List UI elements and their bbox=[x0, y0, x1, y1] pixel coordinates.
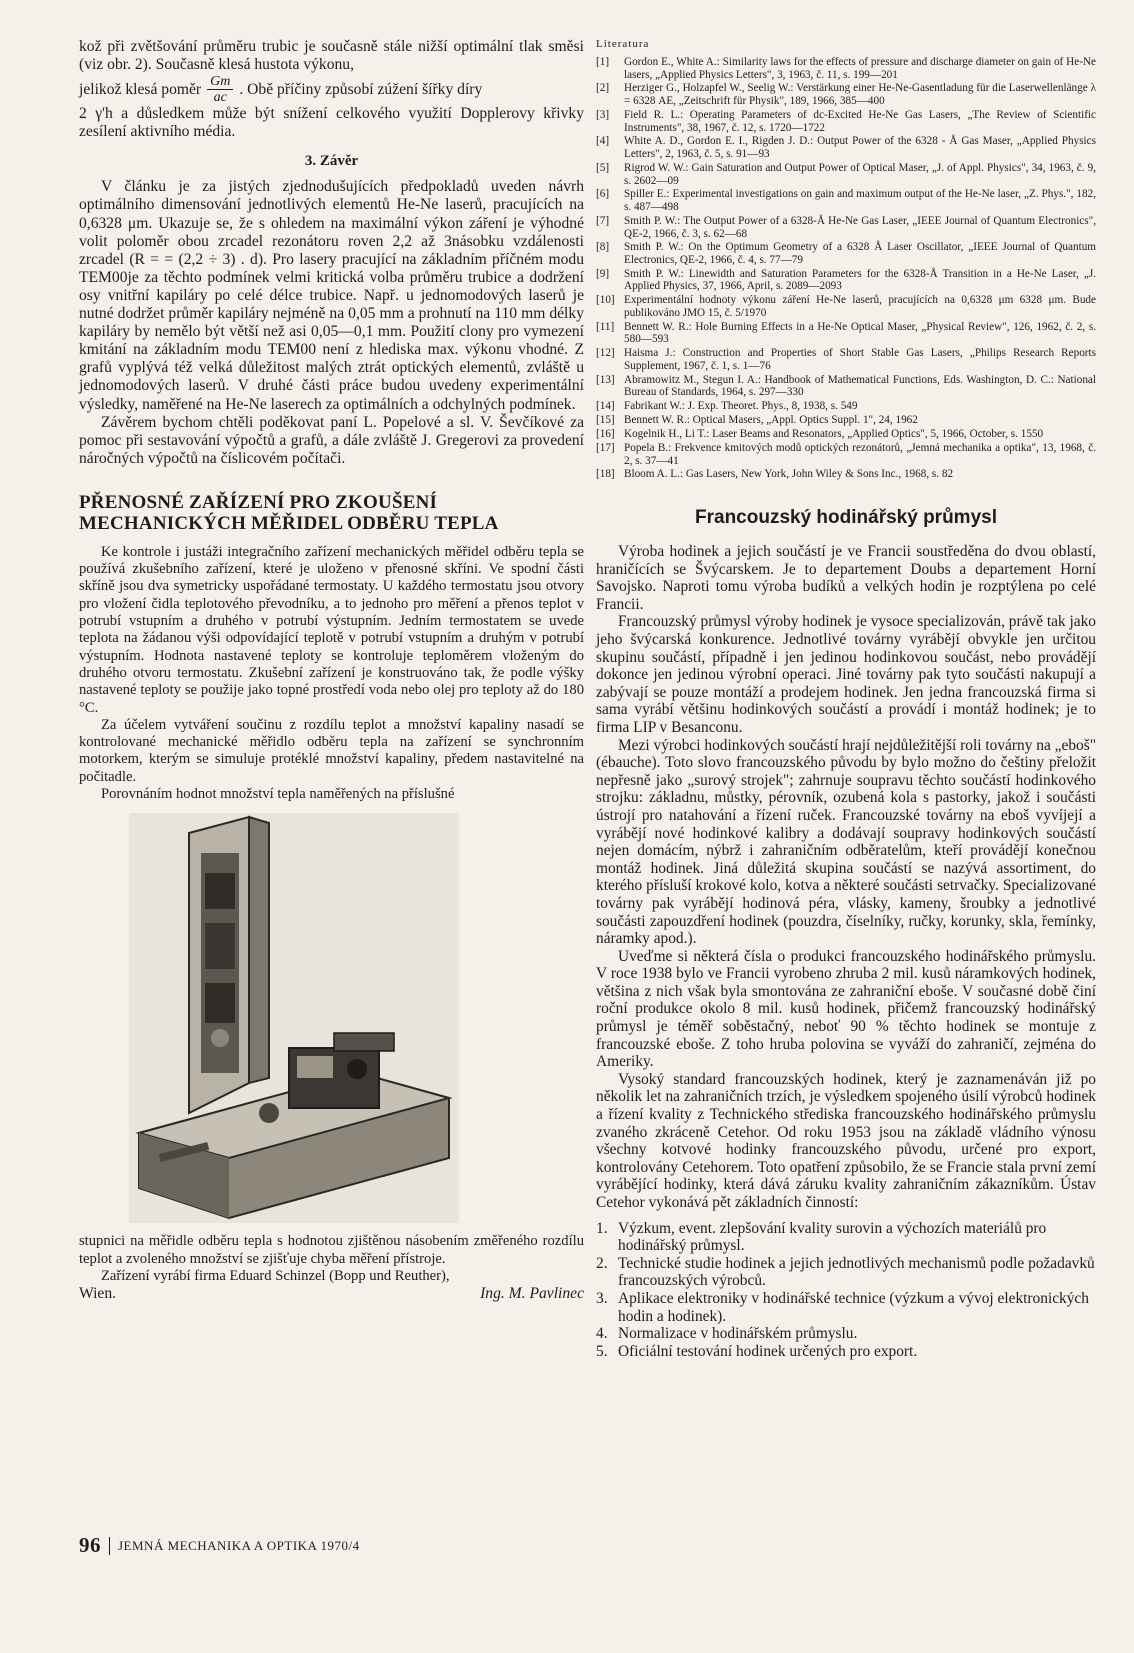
reference-number: [7] bbox=[596, 214, 610, 227]
body-paragraph: Uveďme si některá čísla o produkci francouzského hodinářského průmyslu. V roce 1938 bylo ve Francii vyrobeno zhruba 2 mil. kusů náramkových hodinek, většina z nich však byla smontována ze zahraniční eboše. V současné době činí roční produkce okolo 8 mil. kusů hodinek, přičemž francouzský hodinářský průmysl je téměř soběstačný, neboť 90 % těchto hodinek se montuje z francouzské eboše. Z toho hruba polovina se vyváží do zahraničí, zejména do Ameriky. bbox=[596, 947, 1096, 1071]
reference-text: Smith P. W.: On the Optimum Geometry of a 6328 Å Laser Oscillator, „IEEE Journal of Quantum Electronics, QE-2, 1966, č. 4, s. 77—79 bbox=[624, 241, 1096, 266]
reference-text: Bennett W. R.: Optical Masers, „Appl. Optics Suppl. 1", 24, 1962 bbox=[624, 414, 918, 427]
reference-item bbox=[596, 294, 1096, 319]
reference-number: [5] bbox=[596, 161, 610, 174]
article-paragraph: Za účelem vytváření součinu z rozdílu teplot a množství kapaliny nasadí se kontrolované mechanické měřidlo odběru tepla na zařízení se synchronním motorkem, kterým se simuluje protéklé množství kapaliny, předem nastavitelné na počitadle. bbox=[79, 716, 584, 785]
reference-item bbox=[596, 468, 1096, 481]
reference-number: [6] bbox=[596, 188, 610, 201]
reference-number: [10] bbox=[596, 294, 615, 307]
reference-text: Experimentální hodnoty výkonu záření He-Ne laserů, pracujících na 0,6328 μm 6328 μm. Bude publikováno JMO 15, č. 5/1970 bbox=[624, 294, 1096, 319]
reference-text: Bloom A. L.: Gas Lasers, New York, John Wiley & Sons Inc., 1968, s. 82 bbox=[624, 468, 954, 481]
fraction-trail-text: . Obě příčiny způsobí zúžení šířky díry bbox=[239, 80, 483, 98]
reference-item bbox=[596, 82, 1096, 107]
article-title-line-1: PŘENOSNÉ ZAŘÍZENÍ PRO ZKOUŠENÍ bbox=[79, 491, 438, 513]
reference-item bbox=[596, 56, 1096, 81]
reference-text: Fabrikant W.: J. Exp. Theoret. Phys., 8, 1938, s. 549 bbox=[624, 400, 858, 413]
author-name: Ing. M. Pavlinec bbox=[480, 1285, 584, 1303]
reference-text: Rigrod W. W.: Gain Saturation and Output Power of Optical Maser, „J. of Appl. Physics", 34, 1963, č. 9, s. 2602—09 bbox=[624, 161, 1096, 187]
acknowledgement-paragraph: Závěrem bychom chtěli poděkovat paní L. Popelové a sl. V. Ševčíkové za pomoc při sestavování výpočtů a grafů, a dále zvláště J. Gregerovi za provedení náročných výpočtů na číslicovém počítači. bbox=[79, 413, 584, 467]
reference-number: [17] bbox=[596, 441, 615, 454]
activity-number: 3. bbox=[596, 1289, 608, 1307]
reference-number: [4] bbox=[596, 135, 610, 148]
testing-device-image bbox=[129, 813, 459, 1223]
section-heading: 3. Závěr bbox=[304, 153, 359, 170]
reference-number: [8] bbox=[596, 241, 610, 254]
footer-divider bbox=[109, 1537, 110, 1555]
article-title bbox=[79, 492, 584, 534]
reference-text: Kogelnik H., Li T.: Laser Beams and Resonators, „Applied Optics", 5, 1966, October, s. 1550 bbox=[624, 428, 1044, 441]
fraction-denominator: ac bbox=[213, 90, 227, 106]
reference-text: Popela B.: Frekvence kmitových modů optických rezonátorů, „Jemná mechanika a optika", 13, 1968, č. 2, s. 37—41 bbox=[624, 441, 1096, 467]
activity-text: Aplikace elektroniky v hodinářské technice (výzkum a vývoj elektronických hodin a hodinek). bbox=[618, 1289, 1089, 1325]
activity-text: Technické studie hodinek a jejich jednotlivých mechanismů podle požadavků francouzských výrobců. bbox=[618, 1254, 1095, 1290]
city-text: Wien. bbox=[79, 1285, 117, 1303]
reference-text: White A. D., Gordon E. I., Rigden J. D.: Output Power of the 6328 - Å Gas Maser, „Applied Physics Letters", 2, 1963, č. 5, s. 91—93 bbox=[624, 135, 1096, 161]
reference-number: [13] bbox=[596, 373, 615, 386]
intro-paragraph: kož při zvětšování průměru trubic je současně stále nižší optimální tlak směsi (viz obr. 2). Současně klesá hustota výkonu, bbox=[79, 38, 584, 74]
reference-text: Smith P. W.: Linewidth and Saturation Parameters for the 6328-Å Transition in a He-Ne Laser, „J. Applied Physics, 37, 1966, April, s. 2089—2093 bbox=[624, 267, 1096, 293]
activity-number: 2. bbox=[596, 1254, 608, 1272]
reference-item bbox=[596, 268, 1096, 293]
activity-item bbox=[596, 1325, 1096, 1343]
page-footer bbox=[79, 1533, 360, 1558]
reference-text: Gordon E., White A.: Similarity laws for the effects of pressure and discharge diameter on gain of He-Ne lasers, „Applied Physics Letters", 3, 1963, č. 11, s. 199—201 bbox=[624, 56, 1096, 81]
article-body-right bbox=[596, 543, 1096, 1212]
fraction-line bbox=[79, 74, 584, 105]
reference-text: Abramowitz M., Stegun I. A.: Handbook of Mathematical Functions, Eds. Washington, D. C.: National Bureau of Standards, 1964, s. 297—330 bbox=[624, 373, 1096, 399]
activity-text: Normalizace v hodinářském průmyslu. bbox=[618, 1325, 858, 1343]
references-list bbox=[596, 56, 1096, 481]
left-column bbox=[79, 38, 584, 1303]
activity-item bbox=[596, 1343, 1096, 1361]
reference-item bbox=[596, 428, 1096, 441]
reference-text: Herziger G., Holzapfel W., Seelig W.: Verstärkung einer He-Ne-Gasentladung für die Laserwellenlänge λ = 6328 AE, „Zeitschrift für Physik", 189, 1966, 385—400 bbox=[624, 82, 1096, 108]
reference-number: [2] bbox=[596, 82, 610, 95]
journal-name: JEMNÁ MECHANIKA A OPTIKA 1970/4 bbox=[118, 1537, 360, 1553]
activity-item bbox=[596, 1220, 1096, 1255]
article-title-right: Francouzský hodinářský průmysl bbox=[695, 507, 997, 529]
reference-item bbox=[596, 135, 1096, 160]
activity-number: 5. bbox=[596, 1342, 608, 1360]
reference-text: Smith P. W.: The Output Power of a 6328-Å He-Ne Gas Laser, „IEEE Journal of Quantum Electronics", QE-2, 1966, č. 3, s. 62—68 bbox=[624, 214, 1096, 240]
reference-number: [9] bbox=[596, 267, 610, 280]
reference-item bbox=[596, 162, 1096, 187]
reference-item bbox=[596, 414, 1096, 427]
reference-number: [16] bbox=[596, 428, 615, 441]
reference-item bbox=[596, 347, 1096, 372]
reference-text: Field R. L.: Operating Parameters of dc-Excited He-Ne Gas Lasers, „The Review of Scientific Instruments", 38, 1967, č. 12, s. 1720—1722 bbox=[624, 108, 1096, 134]
reference-item bbox=[596, 188, 1096, 213]
references-title: Literatura bbox=[596, 38, 650, 50]
reference-number: [3] bbox=[596, 108, 610, 121]
conclusion-paragraph: V článku je za jistých zjednodušujících předpokladů uveden návrh optimálního dimensování jednotlivých elementů He-Ne laserů, pracujících na 0,6328 μm. Ukazuje se, že s ohledem na maximální výkon záření je výhodné volit poloměr obou zrcadel rezonátoru roven 2,2 až 3násobku vzdálenosti zrcadel (R = = (2,2 ÷ 3) . d). Pro lasery pracující na základním příčném modu TEM00je za těchto podmínek velmi kritická volba průměru trubice a dodržení osy vnitřní kapiláry po celé délce trubice. Např. u jednomodových laserů je nutné dodržet průměr kapiláry nejméně na 0,05 mm a prohnutí na 110 mm délky kapiláry by nemělo být větší než asi 0,05—0,1 mm. Použití clony pro vymezení kmitání na základním modu TEM00 není z hlediska max. výkonu vhodné. Z grafů vyplývá též velká důležitost malých ztrát optických elementů, zvláště u jednomodových laserů. V druhé části práce budou uvedeny experimentální výsledky, naměřené na He-Ne laserech za optimálních a odchylných podmínek. bbox=[79, 178, 584, 413]
activity-number: 1. bbox=[596, 1219, 608, 1237]
fraction-numerator: Gm bbox=[207, 74, 233, 90]
reference-number: [14] bbox=[596, 400, 615, 413]
reference-item bbox=[596, 442, 1096, 467]
reference-number: [11] bbox=[596, 320, 615, 333]
reference-item bbox=[596, 400, 1096, 413]
activity-item bbox=[596, 1255, 1096, 1290]
reference-number: [18] bbox=[596, 468, 615, 481]
right-column bbox=[596, 38, 1096, 1360]
reference-text: Bennett W. R.: Hole Burning Effects in a He-Ne Optical Maser, „Physical Review", 126, 1962, č. 2, s. 580—593 bbox=[624, 320, 1096, 346]
activities-list bbox=[596, 1220, 1096, 1361]
reference-number: [1] bbox=[596, 56, 610, 68]
page-number: 96 bbox=[79, 1533, 101, 1557]
article-paragraph: stupnici na měřidle odběru tepla s hodnotou zjištěnou násobením změřeného rozdílu teplot a zvoleného množství se zjišťuje chyba měření přístroje. bbox=[79, 1233, 584, 1267]
reference-item bbox=[596, 109, 1096, 134]
activity-item bbox=[596, 1290, 1096, 1325]
article-paragraph: Ke kontrole i justáži integračního zařízení mechanických měřidel odběru tepla se používá zkušebního zařízení, které je uloženo v přenosné skříni. Ve spodní části skříně jsou dva symetricky uspořádané termostaty. U každého termostatu jsou otvory pro vložení čidla teplotového převodníku, a to jednoho pro měření a přenos teplot v potrubí vstupním a druhého v potrubí výstupním. Jedním termostatem se uvede teplota na žádanou výši odpovídající teplotě v potrubí vstupním a druhým v potrubí výstupním. Hodnota nastavené teploty se kontroluje teploměrem vloženým do druhého otvoru termostatu. Zkušební zařízení je konstruováno tak, že podle výšky nastavené teploty se použije jako topné prostředí voda nebo olej pro teploty až do 180 °C. bbox=[79, 543, 584, 716]
activity-text: Výzkum, event. zlepšování kvality surovin a výchozích materiálů pro hodinářský průmysl. bbox=[618, 1219, 1047, 1255]
activity-text: Oficiální testování hodinek určených pro export. bbox=[618, 1342, 918, 1360]
body-paragraph: Francouzský průmysl výroby hodinek je vysoce specializován, právě tak jako jeho švýcarská konkurence. Jednotlivé továrny vyrábějí obvykle jen určitou skupinu součástí, případně i jen jedinou hodinkovou součást, nebo provádějí dokonce jen jedinou výrobní operaci. Jiné továrny pak tyto součásti nakupují a zabývají se pouze montáží a prodejem hodinek. Jen jedna francouzská firma si sama vyrábí většinu hodinkových součástí a provádí i montáž hodinek; je to firma LIP v Besanconu. bbox=[596, 613, 1096, 736]
body-paragraph: Vysoký standard francouzských hodinek, který je zaznamenáván již po několik let na zahraničních trzích, je výsledkem spojeného úsilí výrobců hodinek a řízení kvality z Technického střediska francouzského hodinářského průmyslu zvaného zkráceně Cetehor. Od roku 1953 jsou na základě vládního výnosu všechny kotvové hodinky francouzského původu, určené pro export, kontrolovány Cetehorem. Toto opatření způsobilo, že se Francie stala první zemí vyrábějící hodinky, která dává záruku kvality zahraničním zákazníkům. Ústav Cetehor vykonává pět základních činností: bbox=[596, 1070, 1096, 1212]
reference-item bbox=[596, 215, 1096, 240]
intro-paragraph-2: 2 γ'h a důsledkem může být snížení celkového využití Dopplerovy křivky zesílení aktivního média. bbox=[79, 105, 584, 141]
article-title-line-2: MECHANICKÝCH MĚŘIDEL ODBĚRU TEPLA bbox=[79, 512, 499, 534]
reference-item bbox=[596, 241, 1096, 266]
reference-item bbox=[596, 374, 1096, 399]
article-paragraph: Porovnáním hodnot množství tepla naměřených na příslušné bbox=[101, 786, 455, 803]
activity-number: 4. bbox=[596, 1325, 608, 1343]
reference-text: Haisma J.: Construction and Properties of Short Stable Gas Lasers, „Philips Research Reports Supplement, 1967, č. 1, s. 1—76 bbox=[624, 347, 1096, 372]
article-paragraph: Zařízení vyrábí firma Eduard Schinzel (Bopp und Reuther), bbox=[101, 1267, 450, 1284]
device-photo bbox=[129, 813, 459, 1223]
reference-text: Spiller E.: Experimental investigations on gain and maximum output of the He-Ne laser, „Z. Phys.", 182, s. 487—498 bbox=[624, 188, 1096, 214]
signature-row bbox=[79, 1285, 584, 1303]
reference-number: [12] bbox=[596, 347, 615, 360]
ratio-fraction bbox=[207, 74, 233, 105]
reference-item bbox=[596, 321, 1096, 346]
body-paragraph: Výroba hodinek a jejich součástí je ve Francii soustředěna do dvou oblastí, hraničících se Švýcarskem. Je to departement Doubs a departement Horní Savojsko. Naproti tomu výroba budíků a velkých hodin je rozptýlena po celé Francii. bbox=[596, 543, 1096, 613]
body-paragraph: Mezi výrobci hodinkových součástí hrají nejdůležitější roli továrny na „eboš" (ébauche). Toto slovo francouzského původu by bylo možno do češtiny přeložit nepřesně jako „surový strojek"; zahrnuje soupravu těchto součástí hodinkového strojku: základnu, můstky, pérovník, ozubená kola s pastorky, jakož i součásti ústrojí pro natahování a řízení ruček. Francouzské továrny na eboš vyvíjejí a vyrábějí nové hodinkové kalibry a dodávají soupravy hodinkových součástí nejen domácím, nýbrž i zahraničním odběratelům, kteří provádějí konečnou montáž hodinek. Jiná důležitá skupina součástí se nazývá assortiment, do kterého přísluší krokové kolo, kotva a některé součásti setrvačky. Specializované továrny pak vyrábějí hodinová péra, vlásky, kameny, šroubky a jednotlivé součásti zapouzdření hodinek (pouzdra, číselníky, ručky, korunky, skla, řemínky, náramky apod.). bbox=[596, 736, 1096, 948]
fraction-lead-text: jelikož klesá poměr bbox=[79, 80, 202, 98]
reference-number: [15] bbox=[596, 414, 615, 427]
